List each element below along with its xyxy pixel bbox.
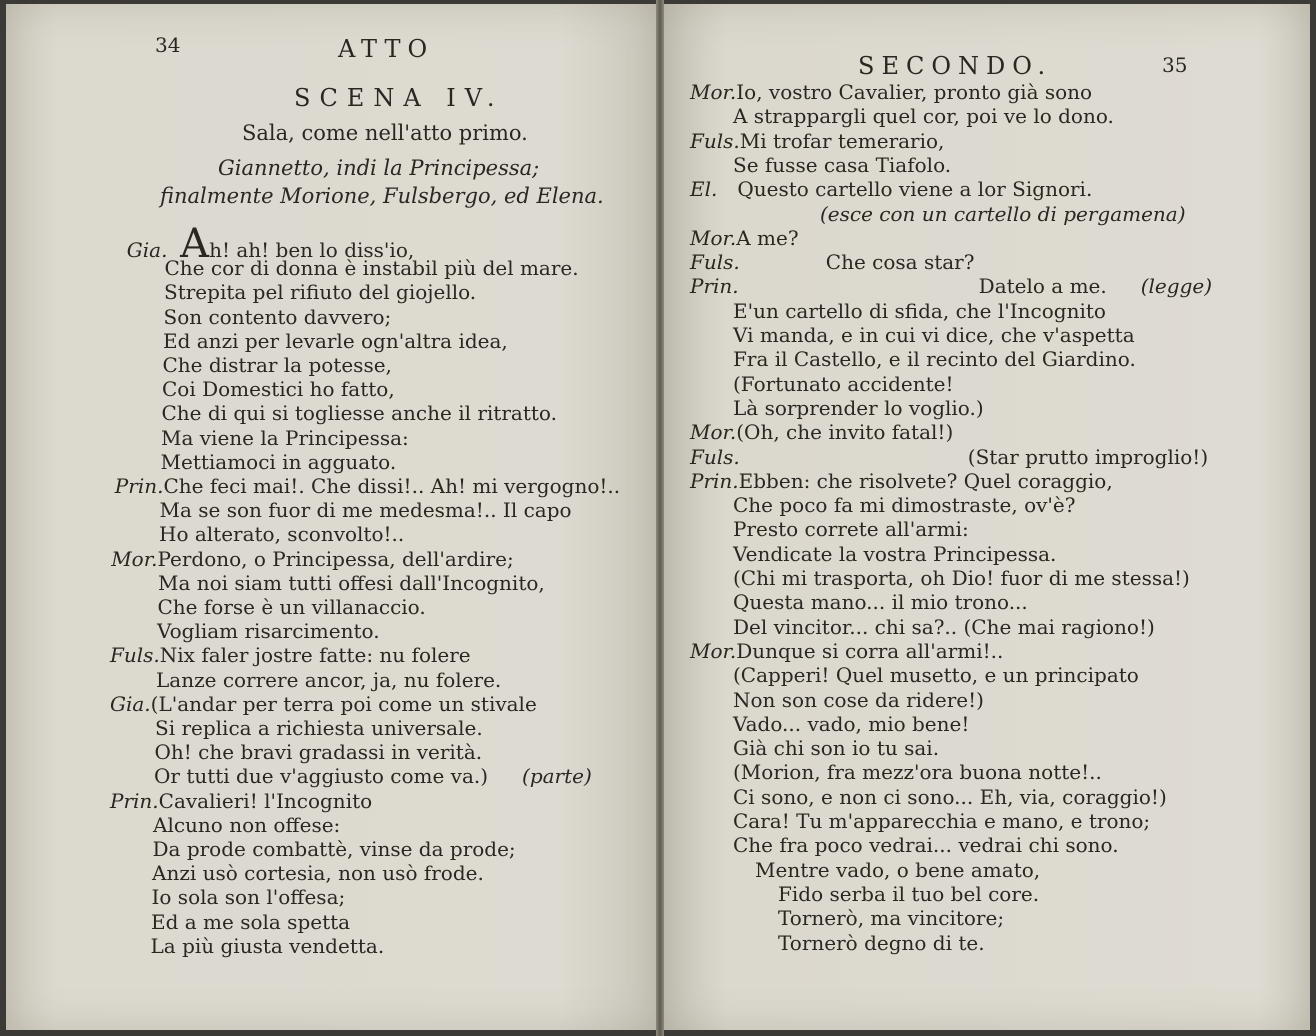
- verse-text: Vogliam risarcimento.: [157, 619, 380, 644]
- verse-line: [778, 882, 1039, 906]
- verse-text: Coi Domestici ho fatto,: [162, 377, 395, 402]
- speaker-label: Prin.: [690, 274, 739, 299]
- verse-text: Ed a me sola spetta: [151, 909, 351, 934]
- verse-text: Che cosa star?: [825, 250, 975, 275]
- verse-line: [161, 426, 409, 450]
- verse-text: Cara! Tu m'apparecchia e mano, e trono;: [733, 809, 1151, 833]
- verse-text: Vendicate la vostra Principessa.: [733, 541, 1057, 566]
- verse-line: [111, 547, 514, 571]
- speaker-label: Fuls.: [110, 643, 160, 668]
- verse-text: Ma viene la Principessa:: [161, 425, 409, 450]
- verse-line: [778, 931, 985, 955]
- right-page-number: 35: [1162, 53, 1188, 77]
- verse-line: [733, 323, 1135, 347]
- verse-text: (Morion, fra mezz'ora buona notte!..: [733, 760, 1102, 785]
- verse-text: Strepita pel rifiuto del giojello.: [164, 280, 477, 305]
- verse-text: Tornerò, ma vincitore;: [778, 906, 1005, 931]
- verse-text: Anzi usò cortesia, non usò frode.: [152, 861, 484, 886]
- verse-line: [733, 833, 1119, 857]
- verse-text: Che distrar la potesse,: [162, 353, 392, 377]
- verse-text: Che feci mai!. Che dissi!.. Ah! mi vergogno!..: [163, 474, 621, 498]
- verse-text: Ed anzi per levarle ogn'altra idea,: [163, 328, 508, 353]
- verse-line: [733, 590, 1028, 614]
- stage-direction: (esce con un cartello di pergamena): [820, 201, 1186, 226]
- verse-text: Vi manda, e in cui vi dice, che v'aspetta: [733, 323, 1135, 347]
- drop-cap: A: [167, 221, 210, 267]
- speaker-label: Mor.: [690, 225, 737, 250]
- verse-line: [154, 764, 592, 788]
- verse-text: Ho alterato, sconvolto!..: [159, 522, 405, 547]
- verse-text: Da prode combattè, vinse da prode;: [152, 837, 516, 861]
- characters-line-1: Giannetto, indi la Principessa;: [218, 156, 540, 180]
- verse-text: (Star prutto improglio!): [967, 444, 1209, 469]
- verse-line: [733, 688, 984, 712]
- verse-text: Là sorprender lo voglio.): [733, 395, 984, 420]
- verse-text: Già chi son io tu sai.: [733, 736, 940, 761]
- stage-direction: (parte): [522, 764, 592, 789]
- verse-text: (Capperi! Quel musetto, e un principato: [733, 663, 1139, 688]
- verse-line: [690, 274, 1212, 298]
- verse-line: [690, 420, 953, 444]
- verse-text: Oh! che bravi gradassi in verità.: [154, 740, 483, 765]
- book-gutter: [656, 0, 664, 1036]
- speaker-label: Mor.: [111, 546, 158, 571]
- verse-text: Perdono, o Principessa, dell'ardire;: [157, 546, 514, 571]
- verse-line: [159, 522, 404, 546]
- verse-line: [733, 104, 1114, 128]
- verse-line: [151, 934, 385, 958]
- verse-line: [690, 469, 1113, 493]
- verse-line: [690, 445, 1208, 469]
- speaker-label: Mor.: [690, 420, 737, 445]
- verse-text: Che poco fa mi dimostraste, ov'è?: [733, 493, 1076, 518]
- verse-line: [115, 474, 620, 498]
- verse-line: [733, 760, 1102, 784]
- verse-text: Non son cose da ridere!): [733, 687, 984, 712]
- verse-line: [155, 716, 483, 740]
- verse-text: Nix faler jostre fatte: nu folere: [159, 643, 471, 668]
- verse-line: [158, 595, 426, 619]
- verse-line: [110, 692, 537, 716]
- verse-text: Io sola son l'offesa;: [151, 885, 346, 910]
- verse-line: [733, 372, 954, 396]
- verse-text: Che fra poco vedrai... vedrai chi sono.: [733, 833, 1119, 858]
- verse-text: (Chi mi trasporta, oh Dio! fuor di me stessa!): [733, 566, 1190, 590]
- verse-line: [733, 736, 939, 760]
- verse-line: [110, 643, 471, 667]
- verse-line: [160, 498, 572, 522]
- speaker-label: Gia.: [126, 238, 168, 262]
- scene-title: SCENA IV.: [294, 84, 504, 112]
- right-running-head: SECONDO.: [858, 52, 1053, 80]
- verse-text: Che di qui si togliesse anche il ritratto.: [161, 401, 557, 426]
- verse-text: Mettiamoci in agguato.: [160, 449, 397, 474]
- verse-line: [152, 885, 346, 909]
- verse-text: Si replica a richiesta universale.: [155, 716, 483, 740]
- speaker-label: Fuls.: [690, 444, 740, 469]
- verse-line: [733, 517, 969, 541]
- verse-text: (Fortunato accidente!: [733, 371, 954, 396]
- verse-line: [755, 858, 1040, 882]
- verse-text: Dunque si corra all'armi!..: [736, 638, 1004, 663]
- verse-text: Fra il Castello, e il recinto del Giardino.: [733, 347, 1136, 372]
- verse-text: Questo cartello viene a lor Signori.: [737, 177, 1093, 202]
- verse-line: [733, 615, 1155, 639]
- verse-line: [690, 639, 1003, 663]
- speaker-label: El.: [690, 177, 718, 202]
- verse-text: Che cor di donna è instabil più del mare.: [164, 256, 579, 281]
- verse-line: [162, 377, 395, 401]
- verse-line: [690, 129, 944, 153]
- verse-text: A me?: [736, 225, 799, 250]
- verse-line: [778, 906, 1004, 930]
- verse-text: Presto correte all'armi:: [733, 517, 969, 542]
- speaker-label: Fuls.: [690, 128, 740, 153]
- verse-line: [153, 837, 516, 861]
- verse-text: (Oh, che invito fatal!): [736, 420, 954, 445]
- verse-line: [165, 256, 579, 280]
- verse-line: [733, 347, 1136, 371]
- verse-line: [733, 542, 1056, 566]
- verse-line: [151, 910, 350, 934]
- verse-text: Ebben: che risolvete? Quel coraggio,: [738, 468, 1113, 493]
- verse-text: Alcuno non offese:: [153, 812, 341, 837]
- verse-line: [155, 740, 483, 764]
- left-page-number: 34: [155, 33, 181, 57]
- verse-line: [733, 493, 1075, 517]
- verse-text: Questa mano... il mio trono...: [733, 590, 1028, 615]
- verse-line: [733, 396, 984, 420]
- speaker-label: Fuls.: [690, 250, 740, 275]
- verse-line: [153, 813, 340, 837]
- verse-line: [690, 250, 974, 274]
- verse-text: Lanze correre ancor, ja, nu folere.: [156, 667, 502, 692]
- verse-text: Se fusse casa Tiafolo.: [733, 152, 952, 177]
- verse-text: A strappargli quel cor, poi ve lo dono.: [733, 104, 1114, 129]
- verse-line: [690, 177, 1092, 201]
- verse-line: [733, 809, 1150, 833]
- speaker-label: Prin.: [690, 468, 739, 493]
- verse-line: [733, 299, 1106, 323]
- verse-line: [690, 80, 1092, 104]
- verse-line: [163, 353, 392, 377]
- verse-text: Datelo a me.: [978, 274, 1107, 299]
- verse-text: Che forse è un villanaccio.: [157, 595, 426, 619]
- verse-line: [156, 668, 501, 692]
- verse-text: Io, vostro Cavalier, pronto già sono: [736, 80, 1093, 104]
- verse-text: E'un cartello di sfida, che l'Incognito: [733, 298, 1106, 323]
- verse-line: [733, 153, 951, 177]
- speaker-label: Gia.: [110, 691, 151, 716]
- verse-text: Ma noi siam tutti offesi dall'Incognito,: [158, 570, 545, 595]
- verse-text: Son contento davvero;: [163, 304, 392, 329]
- verse-text: Cavalieri! l'Incognito: [158, 788, 373, 813]
- left-running-head: ATTO: [338, 35, 435, 63]
- verse-text: Or tutti due v'aggiusto come va.): [154, 764, 489, 789]
- verse-line: [733, 663, 1139, 687]
- verse-line: [157, 619, 380, 643]
- characters-line-2: finalmente Morione, Fulsbergo, ed Elena.: [160, 184, 604, 208]
- verse-line: [163, 329, 508, 353]
- verse-text: Ci sono, e non ci sono... Eh, via, coraggio!): [733, 784, 1167, 809]
- verse-line: [733, 785, 1167, 809]
- verse-text: Mi trofar temerario,: [739, 128, 945, 153]
- stage-direction: (legge): [1140, 274, 1213, 299]
- verse-line: [820, 202, 1186, 226]
- verse-line: [152, 861, 484, 885]
- verse-text: Vado... vado, mio bene!: [733, 711, 970, 736]
- verse-line: [110, 789, 372, 813]
- verse-line: [164, 305, 392, 329]
- speaker-label: Mor.: [690, 80, 737, 104]
- verse-text: Ma se son fuor di me medesma!.. Il capo: [159, 498, 572, 523]
- speaker-label: Prin.: [114, 474, 164, 498]
- speaker-label: Prin.: [110, 788, 159, 813]
- verse-line: [733, 566, 1190, 590]
- verse-text: Mentre vado, o bene amato,: [755, 857, 1041, 882]
- verse-line: [161, 450, 397, 474]
- verse-text: Tornerò degno di te.: [778, 930, 985, 955]
- verse-text: h! ah! ben lo diss'io,: [209, 238, 415, 262]
- verse-line: [158, 571, 545, 595]
- verse-text: Del vincitor... chi sa?.. (Che mai ragiono!): [733, 614, 1155, 639]
- verse-line: [162, 401, 557, 425]
- verse-text: La più giusta vendetta.: [150, 933, 385, 958]
- verse-line: [690, 226, 799, 250]
- verse-text: (L'andar per terra poi come un stivale: [150, 691, 537, 716]
- verse-line: [733, 712, 969, 736]
- verse-text: Fido serba il tuo bel core.: [778, 881, 1040, 906]
- scene-setting: Sala, come nell'atto primo.: [242, 121, 528, 145]
- verse-line: [164, 280, 476, 304]
- speaker-label: Mor.: [690, 638, 737, 663]
